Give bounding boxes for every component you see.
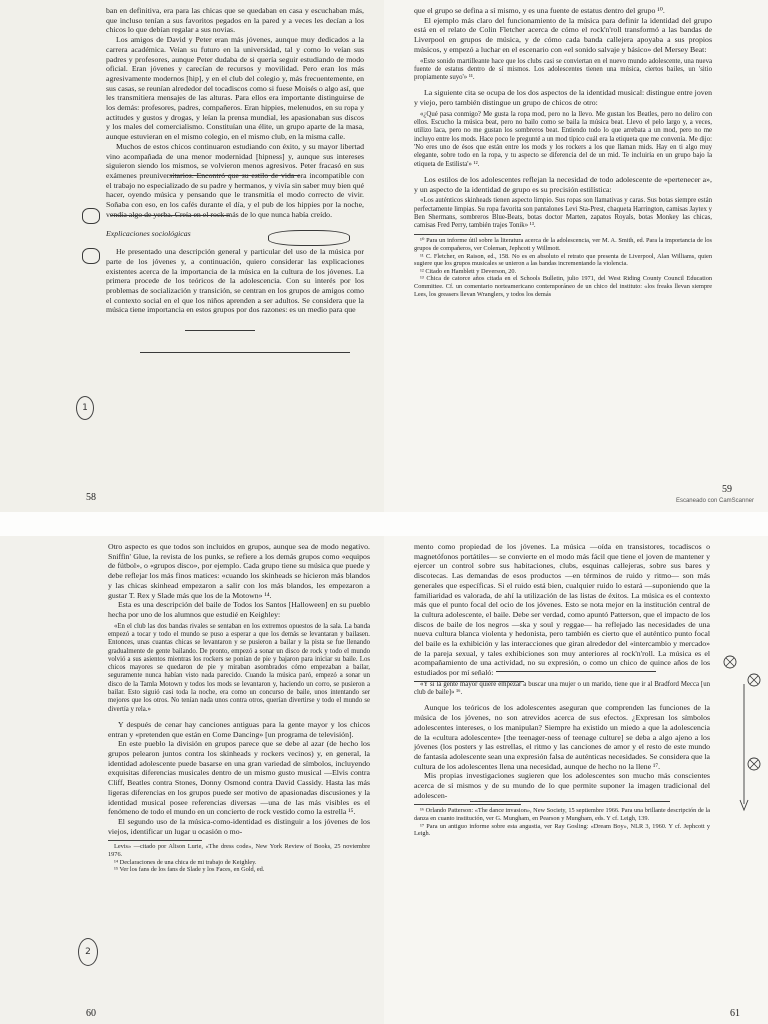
paragraph: Muchos de estos chicos continuaron estudiando con éxito, y su mayor libertad vino acompañada de una menor modernidad [hipness] y, aunque sus intereses siguieron siendo los mismos, se volvieron menos agresivos. Peter fracasó en sus exámenes preuniversitarios. Encontró que su estilo de vida era incompatible con el trabajo no especializado de su padre y hermanos, y vivía sin saber muy bien qué hacer, oyendo música y pensando que le transmitía el modo correcto de vivir. Soñaba con eso, en los cafés durante el día, y el pub de los hippies por la noche, vendía algo de yerba. Creía en el rock más de lo que nunca había creído. [106,141,364,219]
pen-circle-mark [268,230,350,246]
page-59-text-column [414,6,712,298]
page-60 [0,536,384,1024]
footnote-rule [108,840,202,841]
paragraph: mento como propiedad de los jóvenes. La música —oída en transistores, tocadiscos o magnetófonos portátiles— se convierte en el modo más fácil que tiene el joven de mantener y ejercer un control sobre sus habitaciones, clubs, esquinas callejeras, sobre sus bares y discotecas. Las demandas de esos productos —en términos de ruido y ritmo— son más generales que específicas. Si el ruido está bien, cualquier ruido lo estará —suponiendo que la familiaridad es valorada, de ahí la utilización de las listas de éxitos. La música es el contexto más que el punto focal del ocio de los jóvenes. Esto se nota mejor en la institución central de la cultura adolescente, el baile. Debe ser verdad, como apuntó Patterson, que el impacto de los discos de baile de los negros —ska y soul y reggae— ha reflejado las necesidades de una nueva cultura blanca violenta y hedonista, pero también es cierto que el auténtico punto focal del baile es la exhibición y las interacciones que giran alrededor del «intercambio y mercado» de la pareja sexual, y tales exhibiciones son muy anteriores al rock'n'roll. La música es el acompañamiento de una actividad, no su expresión, o como un chico de quince años de los estudiados por mí señaló: [414,542,710,678]
page-58-text-column [106,6,364,315]
pen-underline [140,352,350,353]
footnote: ¹² Citado en Hamblett y Deverson, 20. [420,267,517,275]
paragraph: He presentado una descripción general y particular del uso de la música por parte de los jóvenes y, a continuación, quiero considerar las explicaciones existentes acerca de la importancia de la música en la cultura de los jóvenes. La primera procede de los teóricos de la adolescencia. Con su interés por los problemas de socialización y transición, se centran en los grupos de amigos como el contexto social en el que los niños aprenden a ser adultos. Se considera que la música tiene importancia en estos grupos por dos razones: es un medio para que [106,247,364,315]
paragraph: que el grupo se defina a sí mismo, y es una fuente de estatus dentro del grupo ¹⁰. [414,6,665,15]
page-number: 59 [722,484,732,495]
page-61-text-column [414,542,710,838]
page-number: 58 [86,492,96,503]
block-quote: «¿Qué pasa conmigo? Me gusta la ropa mod, pero no la llevo. Me gustan los Beatles, pero no deliro con ellos. Escucho la música beat, pero no bailo como se baila la música beat. Llevo el pelo largo y, a veces, utilizo laca, pero no me gustan los sombreros beat. Entiendo todo lo que arrebata a un mod, pero no me incluyo entre los mods. Hace poco le pregunté a un mod típico cuál era la etiqueta que me convenía. Me dijo: 'No eres uno de ésos que están entre los mods y los rockers a los que llaman mids. Hay en ti algo muy elegante, sobre todo en la ropa, y tu aspecto se diferencia del de un mid. Te incluiría en un grupo bajo la etiqueta de Estilista'» ¹². [414,110,712,168]
footnote-rule [414,804,521,805]
scanner-watermark: Escaneado con CamScanner [675,498,754,504]
paragraph: Los amigos de David y Peter eran más jóvenes, aunque muy dedicados a la carrera académica. Veían su futuro en la universidad, tal y como lo veían sus padres y profesores, aunque Peter dudaba de si quería seguir estudiando de modo oficial. Eran jóvenes y carecían de recursos y movilidad. Pero eran los más agresivamente modernos [hip], y en el club del colegio y, más frecuentemente, en sus casas, se reunían alrededor del tocadiscos como si fuese Moisés o algo así, que les transmitiera mensajes de las alturas. Para ellos era importante distinguirse de los demás: profesores, padres, compañeros. Eran hippies, melenudos, en su ropa y actitudes y gustos y drogas, y leían la prensa mundial, les apasionaban sus discos y los males del comercialismo. Constituían una élite, un grupo aparte de la masa, aunque estuvieran en el mismo colegio, en el mismo club, en la misma calle. [106,35,364,142]
paragraph: Y después de cenar hay canciones antiguas para la gente mayor y los chicos entran y «pretenden que están en Come Dancing» [un programa de televisión]. [108,719,370,739]
footnote: ¹³ Chica de catorce años citada en el Schools Bulletin, julio 1971, del West Riding County Council Education Committee. Cf. un comentario norteamericano contemporáneo de un chico del instituto: «los freaks llevan siempre Lees, los greasers llevan Wranglers, y todos los demás [414,275,712,298]
margin-bracket-mark [718,654,764,824]
handwritten-margin-mark: 1 [76,396,94,420]
pen-circle-mark [82,208,100,224]
footnote: ¹¹ C. Fletcher, en Raison, ed., 158. No es en absoluto el retrato que presenta de Liverpool, Alan Williams, quien sugiere que los grupos musicales se unieron a las bandas incrementando la violencia. [414,252,712,268]
pen-underline [470,801,670,802]
page-gap [0,512,768,536]
block-quote: «Los auténticos skinheads tienen aspecto limpio. Sus ropas son llamativas y caras. Sus botas siempre están perfectamente limpias. Su ropa favorita son pantalones Levi Sta-Prest, chaqueta Harrington, camisas Jaytex y Ben Shermans, sombreros Blue-Beats, botas doctor Marten, zapatos Royals, botas Monkey las chicas, camisas Fred Perry, también trajes Tonik» ¹³. [414,197,712,230]
pen-circle-mark [82,248,100,264]
paragraph: Esta es una descripción del baile de Todos los Santos [Halloween] en su pueblo hecha por uno de los alumnos que estudié en Keighley: [108,600,370,619]
pen-underline [496,671,656,672]
section-heading: Explicaciones sociológicas [106,229,191,239]
pen-underline [110,215,230,216]
pen-underline [414,681,524,682]
footnote-rule [414,234,521,235]
page-61 [384,536,768,1024]
page-58 [0,0,384,512]
pen-underline [185,330,255,331]
pen-underline [170,175,300,176]
paragraph: Otro aspecto es que todos son incluidos en grupos, aunque sea de modo negativo. Sniffin' Glue, la revista de los punks, se refiere a los demás grupos como «equipos de fútbol», o «grupos disco», por ejemplo. Cada grupo tiene su música que puede y debe reflejar los más finos matices: «cuando los skinheads se hicieron más blandos y las chicas skinhead empezaron a salir con los más blandos, les empezaron a gustar T. Rex y Slade más que los de la Motown» ¹⁴. [108,542,370,600]
paragraph: La siguiente cita se ocupa de los dos aspectos de la identidad musical: distingue entre joven y viejo, pero también distingue un grupo de chicos de otro: [414,88,712,108]
paragraph: Aunque los teóricos de los adolescentes aseguran que comprenden las funciones de la música de los jóvenes, no son atrevidos acerca de sus efectos. ¿Expresan los símbolos adolescentes intereses, o los manipulan? Siempre ha existido un miedo a que la adolescencia de la «cultura adolescente» [the teenager-ness of teenage culture] se deba a algo ajeno a los jóvenes (los posters y las estrellas, el ritmo y las canciones de amor y el resto de este mundo de fantasía adolescente sean una expresión falsa de auténticas necesidades. Se considera que la cultura de los adolescentes llena una necesidad, aunque de hecho no la llene ¹⁷. [414,703,710,771]
page-59 [384,0,768,512]
page-60-text-column [108,542,370,874]
footnote: Levis» —citado por Alison Lurie, «The dress code», New York Review of Books, 25 noviembre 1976. [108,843,370,858]
footnote: ¹⁰ Para un informe útil sobre la literatura acerca de la adolescencia, ver M. A. Smith, ed. Para la importancia de los grupos de compañeros, ver Coleman, Jephcott y Willmott. [414,237,712,253]
paragraph: Mis propias investigaciones sugieren que los adolescentes son mucho más conscientes acerca de sí mismos y de su mundo de lo que permite suponer la imagen tradicional del adolescen- [414,771,710,800]
paragraph: ban en definitiva, era para las chicas que se quedaban en casa y escuchaban más, que incluso tenían a sus favoritos pegados en la pared y a veces les decían a los chicos lo que debían regalar a sus novias. [106,6,364,35]
footnote: ¹⁶ Orlando Patterson: «The dance invasion», New Society, 15 septiembre 1966. Para una brillante descripción de la danza en cuanto institución, ver G. Mungham, en Pearson y Mungham, eds. Y cf. Leigh, 139. [414,807,710,823]
page-number: 60 [86,1008,96,1019]
block-quote: «En el club las dos bandas rivales se sentaban en los extremos opuestos de la sala. La banda empezó a tocar y todo el mundo se puso a esperar a que los demás se levantaran y bailasen. Entonces, unas cuantas chicas se levantaron y se pusieron a bailar y la pista se fue llenando gradualmente de gente bailando. De pronto, empezó a sonar un disco de rock y todo el mundo volvió a sus asientos mientras los rockers se ponían de pie y bajaron para iniciar su baile. Los chicos mayores se quedaron de pie y miraban asombrados cómo empezaban a bailar, seguramente nunca habían visto nada parecido. Cuando la música paró, empezó a sonar un disco de la Tamla Motown y todos los mods se levantaron y, haciendo un corro, se pusieron a bailar. Esto siguió casi toda la noche, era como un concurso de baile, unos intentando ser mejores que los otros. No tenían nada unos contra otros, querían divertirse y todo el mundo se divertía y rela.» [108,622,370,713]
paragraph: El segundo uso de la música-como-identidad es distinguir a los jóvenes de los viejos, identificar un lugar u ocasión o mo- [108,816,370,836]
page-number: 61 [730,1008,740,1019]
handwritten-margin-mark: 2 [78,938,98,966]
block-quote: «Este sonido martilleante hace que los clubs casi se conviertan en el nuevo mundo adolescente, una nueva fuente de estatus dentro de sí mismos. Los adolescentes tienen una música, ciertos bailes, un 'sitio propiamente suyo'» ¹¹. [414,57,712,82]
footnote: ¹⁴ Declaraciones de una chica de mi trabajo de Keighley. [114,858,257,866]
block-quote: «Y si la gente mayor quiere empezar a buscar una mujer o un marido, tiene que ir al Bradford Mecca [un club de baile]» ¹⁶. [414,680,710,697]
paragraph: En este pueblo la división en grupos parece que se debe al azar (de hecho los grupos pelearon juntos contra los skinheads y rockers vecinos) y, en general, la identidad adolescente puede basarse en una gran variedad de símbolos, incluyendo exquisitas diferencias musicales dentro de un mismo gusto musical —Elvis contra Cliff, Beatles contra Stones, Donny Osmond contra David Cassidy. Hasta las más ligeras diferencias en los grupos puede ser motivo de apasionadas discusiones y la identidad musical posee referencias diversas —una de las más visibles es el fenómeno de todo el mundo en un concierto de rock vestido como la estrella ¹⁵. [108,739,370,817]
footnote: ¹⁷ Para un antiguo informe sobre esta angustia, ver Ray Gosling: «Dream Boy», NLR 3, 1960. Y cf. Jephcott y Leigh. [414,822,710,838]
footnote: ¹⁵ Ver los fans de los fans de Slade y los Faces, en Gold, ed. [114,866,265,874]
paragraph: Los estilos de los adolescentes reflejan la necesidad de todo adolescente de «pertenecer a», y un aspecto de la identidad de grupo es su precisión estilística: [414,174,712,194]
paragraph: El ejemplo más claro del funcionamiento de la música para definir la identidad del grupo está en el relato de Colin Fletcher acerca de cómo el rock'n'roll transformó a las bandas de Liverpool en grupos de música, y de cómo cada banda callejera apoyaba a sus propios músicos, y empezó a luchar en el escenario con «el sonido salvaje y básico» del Mersey Beat: [414,15,712,54]
